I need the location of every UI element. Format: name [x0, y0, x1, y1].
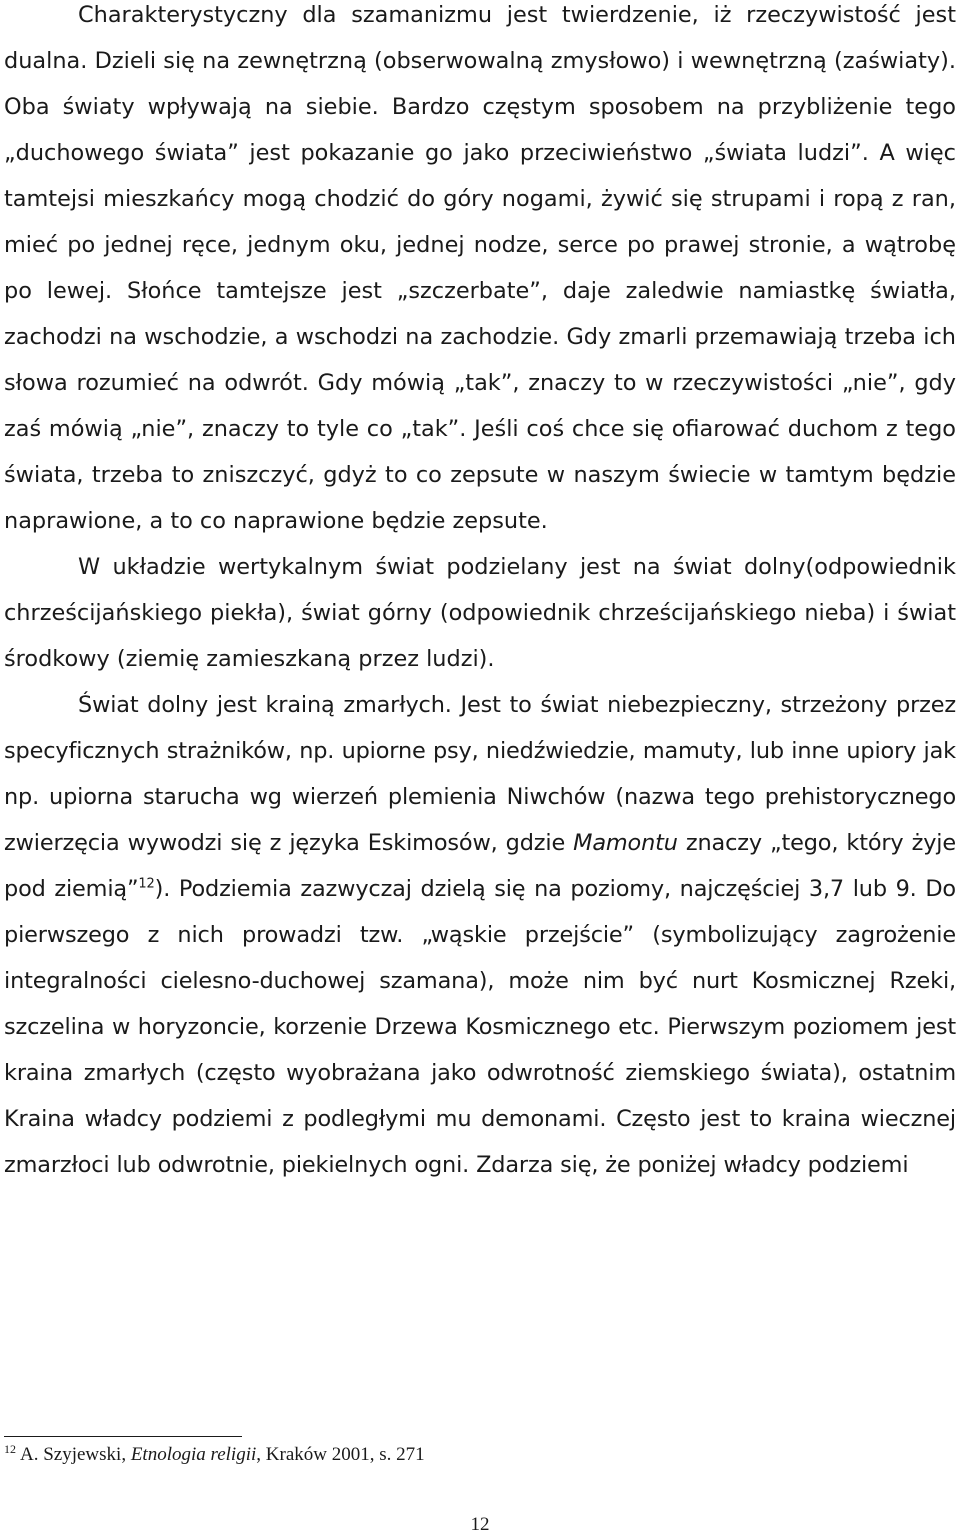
paragraph-dualism: Charakterystyczny dla szamanizmu jest twierdzenie, iż rzeczywistość jest dualna. Dzieli się na zewnętrzną (obserwowalną zmysłowo) i wewnętrzną (zaświaty). Oba światy wpływają na siebie. Bardzo częstym sposobem na przybliżenie tego „duchowego świata” jest pokazanie go jako przeciwieństwo „świata ludzi”. A więc tamtejsi mieszkańcy mogą chodzić do góry nogami, żywić się strupami i ropą z ran, mieć po jednej ręce, jednym oku, jednej nodze, serce po prawej stronie, a wątrobę po lewej. Słońce tamtejsze jest „szczerbate”, daje zaledwie namiastkę światła, zachodzi na wschodzie, a wschodzi na zachodzie. Gdy zmarli przemawiają trzeba ich słowa rozumieć na odwrót. Gdy mówią „tak”, znaczy to w rzeczywistości „nie”, gdy zaś mówią „nie”, znaczy to tyle co „tak”. Jeśli coś chce się ofiarować duchom z tego świata, trzeba to zniszczyć, gdyż to co zepsute w naszym świecie w tamtym będzie naprawione, a to co naprawione będzie zepsute.: [4, 2, 956, 534]
footnote: [4, 1443, 425, 1467]
footnote-author: A. Szyjewski,: [20, 1444, 131, 1465]
lower-world-text-end: ). Podziemia zazwyczaj dzielą się na poziomy, najczęściej 3,7 lub 9. Do pierwszego z nich prowadzi tzw. „wąskie przejście” (symbolizujący zagrożenie integralności cielesno-duchowej szamana), może nim być nurt Kosmicznej Rzeki, szczelina w horyzoncie, korzenie Drzewa Kosmicznego etc. Pierwszym poziomem jest kraina zmarłych (często wyobrażana jako odwrotność ziemskiego świata), ostatnim Kraina władcy podziemi z podległymi mu demonami. Często jest to kraina wiecznej zmarzłoci lub odwrotnie, piekielnych ogni. Zdarza się, że poniżej władcy podziemi: [4, 876, 956, 1178]
footnote-title: Etnologia religii: [130, 1444, 257, 1465]
paragraph-lower-world: [4, 682, 956, 1188]
footnote-number: 12: [4, 1441, 16, 1456]
footnote-publication: , Kraków 2001, s. 271: [256, 1444, 425, 1465]
footnote-separator: [4, 1436, 242, 1437]
footnote-reference[interactable]: 12: [138, 876, 155, 892]
lower-world-text: Świat dolny jest krainą zmarłych. Jest to świat niebezpieczny, strzeżony przez specyficznych strażników, np. upiorne psy, niedźwiedzie, mamuty, lub inne upiory jak np. upiorna starucha wg wierzeń plemienia Niwchów (nazwa tego prehistorycznego zwierzęcia wywodzi się z języka Eskimosów, gdzie: [4, 692, 956, 856]
page-number: 12: [470, 1514, 490, 1535]
lower-world-text-cont: znaczy „tego, który żyje pod ziemią”: [4, 830, 956, 902]
document-body: [4, 0, 956, 1188]
paragraph-vertical-worlds: W układzie wertykalnym świat podzielany jest na świat dolny(odpowiednik chrześcijańskiego piekła), świat górny (odpowiednik chrześcijańskiego nieba) i świat środkowy (ziemię zamieszkaną przez ludzi).: [4, 554, 956, 672]
italic-term-mamontu: Mamontu: [573, 830, 678, 856]
